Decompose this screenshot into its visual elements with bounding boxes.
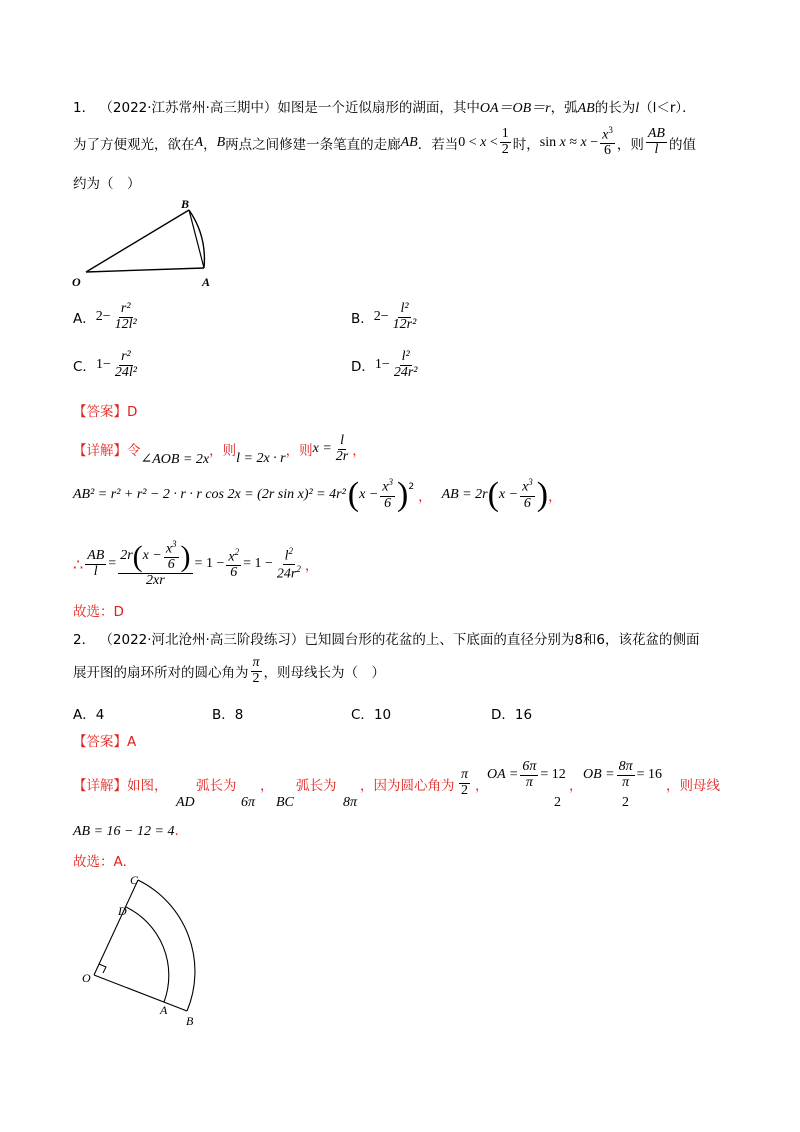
q1-fig-oa-line	[86, 268, 204, 272]
q1-detail-line1	[73, 433, 366, 467]
q2-source: （2022·河北沧州·高三阶段练习）	[99, 632, 305, 648]
q2-option-d[interactable]	[491, 703, 532, 723]
q2-option-a-label: A．	[73, 707, 96, 723]
q2-detail-arc1: 弧长为	[196, 778, 237, 794]
q1-eq-paren-open: (	[347, 476, 360, 513]
q1-fig-ob-line	[86, 210, 189, 272]
q1-detail-line3: ∴ $\frac{AB}{l}$ = 2r ( x − $\frac{x^3}{6}$ ) 2xr = 1 − $\frac{x^2}{6}$ = 1 − $\frac{l^2}{24r^2}$ ，	[73, 539, 319, 589]
q2-detail-oa	[487, 760, 566, 790]
q1-option-a-label: A．	[73, 311, 96, 328]
q1-l2-text-a: 为了方便观光，欲在	[73, 136, 195, 153]
q2-detail-8pi: 8π	[343, 795, 358, 810]
q2-conclusion: 故选：A.	[73, 854, 127, 870]
q1-eq-paren-close: )	[397, 476, 409, 513]
q1-conclusion: 故选：D	[73, 604, 124, 620]
q1-option-b-fraction	[391, 302, 419, 332]
q2-detail-angle-fraction: $\frac{\pi}{2}$	[461, 767, 469, 798]
q1-l2-text-g: 的值	[668, 136, 696, 153]
q2-oa-result: = 12	[540, 767, 566, 783]
q1-stem-text-b: ，弧	[550, 100, 578, 116]
q1-stem-text: 如图是一个近似扇形的湖面，其中	[277, 100, 480, 116]
q2-line1	[73, 628, 700, 648]
q1-option-d-lead: 1−	[374, 357, 390, 373]
q2-stem-a: 已知圆台形的花盆的上、下底面的直径分别为8和6，该花盆的侧面	[304, 632, 700, 648]
q2-fig-right-angle	[99, 964, 106, 973]
q1-answer: 【答案】D	[73, 404, 138, 420]
q1-detail-comma: ，	[352, 443, 366, 460]
q1-detail-x: x =	[312, 441, 332, 457]
q1-option-d-fraction	[392, 350, 420, 380]
q1-option-d-den: 24r²	[393, 364, 418, 380]
q2-option-d-value: 16	[514, 707, 533, 723]
q2-ob-fraction: $\frac{8\pi}{\pi}$	[618, 759, 633, 790]
q1-detail-l: l = 2x · r	[236, 451, 286, 467]
q1-option-b-num: l²	[400, 301, 409, 316]
q1-l2-text-d: ．若当	[417, 136, 459, 153]
q1-l2-math-b: B	[216, 134, 226, 150]
q2-detail-sep1: ，	[260, 778, 274, 794]
q1-detail-then2: ，则	[285, 443, 313, 460]
q2-ab-period: .	[174, 823, 179, 839]
q1-option-b-den: 12r²	[392, 316, 417, 332]
q2-option-a-value: 4	[95, 707, 105, 723]
q1-eq-comma: ，	[418, 489, 432, 505]
q2-option-d-label: D．	[491, 707, 515, 723]
q2-detail-ob	[583, 760, 662, 790]
q2-fig-ob-line	[94, 975, 187, 1011]
q2-detail-bc: BC	[276, 795, 294, 810]
q1-l2-text-e: 时，	[512, 136, 540, 153]
q1-fig-label-a: A	[202, 275, 211, 289]
q2-option-b-label: B．	[212, 707, 235, 723]
q1-option-c-lead: 1−	[95, 357, 111, 373]
q2-option-a[interactable]	[73, 703, 104, 723]
q1-stem-math-b: AB	[577, 101, 595, 116]
q2-option-b[interactable]	[212, 703, 243, 723]
q2-ab-eq: AB = 16 − 12 = 4	[73, 824, 175, 839]
q1-therefore: ∴	[73, 554, 84, 574]
q1-option-a-fraction	[113, 302, 139, 332]
q1-option-b-label: B．	[351, 311, 374, 328]
q2-detail-then: ，则母线	[666, 778, 720, 794]
q2-angle-fraction: $\frac{\pi}{2}$	[252, 655, 260, 686]
q1-option-a[interactable]	[73, 302, 141, 332]
q2-oa-fraction: $\frac{6\pi}{\pi}$	[522, 759, 537, 790]
q1-stem-math-c: l	[635, 101, 640, 116]
q1-option-c-den: 24l²	[114, 364, 137, 380]
q1-stem-text-c: 的长为	[594, 100, 636, 116]
q2-detail-ad: AD	[176, 795, 195, 810]
q1-detail-angle: ∠AOB = 2x	[140, 451, 210, 467]
q1-number: 1．	[73, 100, 96, 116]
q1-sector-figure	[66, 196, 226, 292]
q1-l2-text-b: ，	[203, 136, 217, 153]
q2-answer: 【答案】A	[73, 734, 137, 750]
q1-detail-then1: ，则	[209, 443, 237, 460]
q1-l2-text-f: ，则	[616, 136, 644, 153]
q2-annulus-figure	[70, 870, 220, 1030]
q1-fig-label-o: O	[72, 275, 81, 289]
q1-eq-x3-fraction: $\frac{x^3}{6}$	[382, 477, 393, 511]
q1-eq-ab-comma: ，	[548, 489, 562, 505]
q1-ab-over-l: $\frac{AB}{l}$	[647, 126, 665, 158]
q2-detail-arc2: 弧长为	[296, 778, 337, 794]
q1-eq-ab-paren-close: )	[536, 476, 549, 513]
q1-stem-math: OA＝OB＝r	[479, 101, 551, 116]
q2-fig-label-b: B	[186, 1014, 194, 1028]
q2-detail-sep3: ，	[569, 778, 583, 794]
q2-detail-ab	[73, 820, 179, 840]
q2-fig-label-a: A	[160, 1003, 168, 1017]
q2-ob-subnote: 2	[622, 795, 629, 810]
q2-detail-sep2: ，	[475, 778, 489, 794]
q1-detail-label: 【详解】令	[73, 443, 141, 460]
q2-option-c[interactable]	[351, 703, 391, 723]
q1-option-d-num: l²	[401, 349, 410, 364]
q1-eq-ab: AB = 2r	[441, 487, 488, 502]
q2-fig-label-c: C	[130, 873, 139, 887]
q1-eq-x-minus: x −	[359, 487, 379, 502]
q2-fig-label-d: D	[118, 904, 127, 918]
q1-line2	[73, 126, 696, 159]
q1-eq-ab-x3-fraction: $\frac{x^3}{6}$	[522, 477, 533, 511]
q1-detail-x-fraction: $\frac{l}{2r}$	[335, 433, 349, 464]
q1-option-c-label: C．	[73, 359, 96, 376]
q1-option-c-fraction	[113, 350, 139, 380]
q2-fig-outer-arc	[138, 880, 195, 1011]
q1-eq-ab-paren-open: (	[487, 476, 499, 513]
q2-ob-label: OB =	[583, 767, 615, 783]
q2-number: 2．	[73, 632, 96, 648]
q1-stem-paren: （l＜r）．	[639, 100, 696, 116]
q1-option-a-lead: 2−	[95, 309, 111, 325]
q1-l2-math-a: A	[194, 134, 204, 150]
q2-fig-label-o: O	[82, 971, 91, 985]
q1-line3: 约为（ ）	[73, 176, 141, 192]
q2-oa-label: OA =	[487, 767, 519, 783]
q1-inequality: 0 < x <	[458, 134, 498, 150]
q1-option-a-num: r²	[120, 301, 131, 316]
q1-option-c[interactable]	[73, 350, 141, 380]
q2-fig-inner-arc	[126, 907, 169, 1002]
q2-detail-6pi: 6π	[241, 795, 256, 810]
q1-sin-approx: sin x ≈ x −	[539, 134, 599, 150]
q1-l2-text-c: 两点之间修建一条笔直的走廊	[225, 136, 401, 153]
q1-l2-math-c: AB	[400, 134, 418, 150]
q1-source: （2022·江苏常州·高三期中）	[99, 100, 278, 116]
q2-ob-result: = 16	[636, 767, 663, 783]
q1-detail-line2: AB² = r² + r² − 2 · r · r cos 2x = (2r sin x)² = 4r² ( x − $\frac{x^3}{6}$ ) $^2$ ， AB = 2r ( x − $\frac{x^3}{6}$ ) ，	[73, 476, 562, 513]
q2-option-c-label: C．	[351, 707, 374, 723]
q2-oa-subnote: 2	[554, 795, 561, 810]
q1-result-comma: ，	[304, 558, 319, 575]
q1-option-d[interactable]	[351, 350, 421, 380]
q2-option-c-value: 10	[373, 707, 392, 723]
q1-option-b[interactable]	[351, 302, 420, 332]
q1-result-ab-l: $\frac{AB}{l}$	[87, 548, 105, 579]
q1-eq-ab-squared: AB² = r² + r² − 2 · r · r cos 2x = (2r sin x)² = 4r²	[73, 487, 346, 502]
q1-fig-label-b: B	[181, 197, 190, 211]
q2-stem-c: ，则母线长为（ ）	[263, 665, 386, 682]
q2-detail-angle-frac-wrap	[457, 768, 472, 798]
q2-detail-angle-text: ，因为圆心角为	[360, 778, 455, 794]
q1-x3-fraction: $\frac{x^3}{6}$	[602, 125, 613, 159]
q2-detail-label: 【详解】如图，	[73, 778, 168, 794]
q1-result-l2-fraction: $\frac{l^2}{24r^2}$	[276, 545, 301, 582]
q1-half-fraction: $\frac{1}{2}$	[501, 126, 509, 158]
q2-fig-oc-line	[94, 880, 138, 975]
q1-option-b-lead: 2−	[373, 309, 389, 325]
q1-option-a-den: 12l²	[114, 316, 137, 332]
q2-line2	[73, 656, 385, 686]
q1-eq-ab-x-minus: x −	[498, 487, 519, 502]
q1-line1	[73, 96, 696, 117]
q1-result-big-fraction: 2r ( x − $\frac{x^3}{6}$ ) 2xr	[120, 539, 191, 589]
q1-result-x2-fraction: $\frac{x^2}{6}$	[228, 546, 240, 581]
q1-option-c-num: r²	[121, 349, 131, 364]
q2-stem-b: 展开图的扇环所对的圆心角为	[73, 665, 249, 682]
q2-option-b-value: 8	[234, 707, 244, 723]
q1-option-d-label: D．	[351, 359, 375, 376]
